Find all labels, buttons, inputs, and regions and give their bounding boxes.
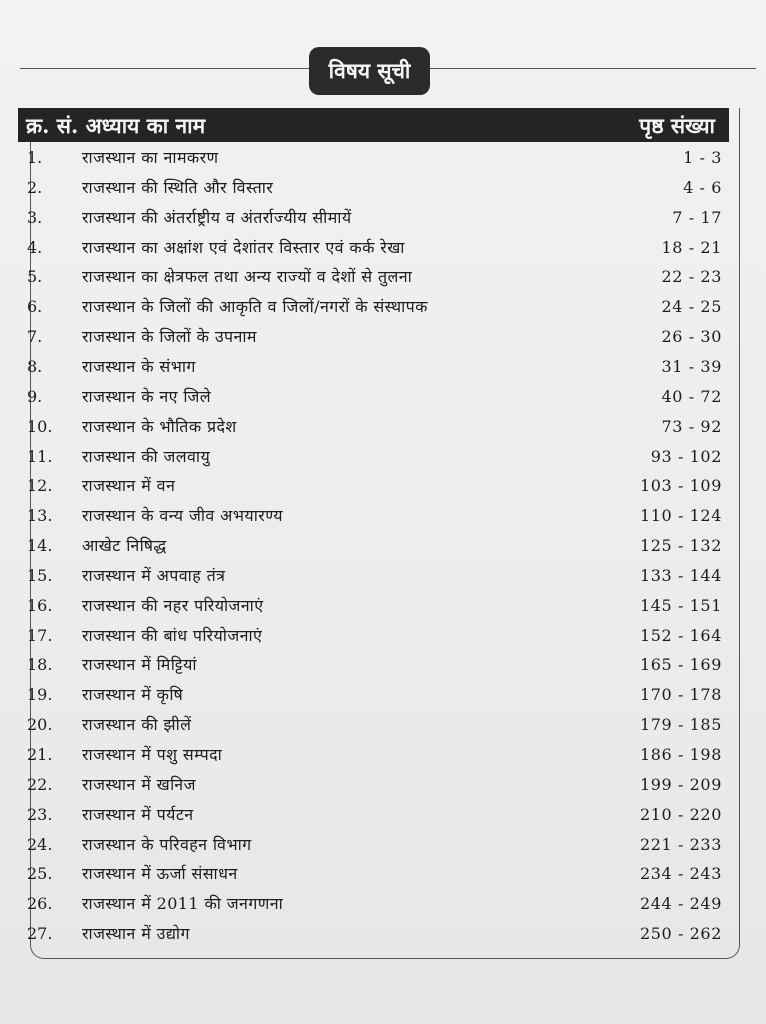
page-range: 7 - 17 xyxy=(672,207,722,227)
page-range: 24 - 25 xyxy=(661,297,722,317)
table-row xyxy=(0,830,766,860)
chapter-name: राजस्थान के परिवहन विभाग xyxy=(82,834,252,854)
chapter-number: 3. xyxy=(27,207,43,227)
chapter-number: 10. xyxy=(27,416,53,436)
page-range: 145 - 151 xyxy=(639,595,722,615)
chapter-name: राजस्थान की बांध परियोजनाएं xyxy=(82,625,263,645)
chapter-name: राजस्थान में पर्यटन xyxy=(82,804,194,824)
chapter-number: 14. xyxy=(27,536,53,556)
chapter-name: राजस्थान का क्षेत्रफल तथा अन्य राज्यों व देशों से तुलना xyxy=(82,267,413,287)
chapter-name: राजस्थान के जिलों के उपनाम xyxy=(82,327,257,347)
chapter-number: 24. xyxy=(27,834,53,854)
chapter-name: राजस्थान में 2011 की जनगणना xyxy=(82,894,284,914)
chapter-name: राजस्थान में खनिज xyxy=(82,774,196,794)
table-row xyxy=(0,471,766,501)
chapter-name: राजस्थान में अपवाह तंत्र xyxy=(82,565,226,585)
table-row xyxy=(0,621,766,651)
page-range: 165 - 169 xyxy=(639,655,722,675)
table-row xyxy=(0,561,766,591)
chapter-number: 7. xyxy=(27,327,43,347)
table-row xyxy=(0,710,766,740)
page-range: 31 - 39 xyxy=(661,356,722,376)
chapter-name: राजस्थान में ऊर्जा संसाधन xyxy=(82,864,238,884)
table-row xyxy=(0,650,766,680)
page-title: विषय सूची xyxy=(309,47,430,95)
chapter-name: राजस्थान में मिट्टियां xyxy=(82,655,197,675)
table-row xyxy=(0,412,766,442)
table-row xyxy=(0,740,766,770)
page-range: 186 - 198 xyxy=(639,745,722,764)
table-row xyxy=(0,382,766,412)
table-row xyxy=(0,352,766,382)
page-range: 73 - 92 xyxy=(661,416,722,436)
chapter-number: 20. xyxy=(27,715,53,735)
table-row xyxy=(0,442,766,472)
chapter-number: 19. xyxy=(27,685,53,705)
page-range: 221 - 233 xyxy=(639,834,722,854)
chapter-number: 26. xyxy=(27,894,53,914)
table-row xyxy=(0,889,766,919)
page-range: 93 - 102 xyxy=(650,446,722,466)
page-range: 22 - 23 xyxy=(661,267,722,287)
page-range: 170 - 178 xyxy=(639,685,722,705)
chapter-name: राजस्थान के जिलों की आकृति व जिलों/नगरों के संस्थापक xyxy=(82,297,428,317)
page-range: 18 - 21 xyxy=(661,237,722,257)
page-range: 152 - 164 xyxy=(639,625,722,645)
table-row xyxy=(0,680,766,710)
page-range: 244 - 249 xyxy=(639,894,722,914)
chapter-name: राजस्थान की स्थिति और विस्तार xyxy=(82,177,274,197)
page-range: 1 - 3 xyxy=(683,148,722,167)
table-row xyxy=(0,859,766,889)
chapter-number: 8. xyxy=(27,356,43,376)
chapter-number: 17. xyxy=(27,625,53,645)
chapter-name: राजस्थान का नामकरण xyxy=(82,148,219,167)
chapter-number: 23. xyxy=(27,804,53,824)
chapter-name: आखेट निषिद्ध xyxy=(82,536,167,556)
chapter-number: 12. xyxy=(27,476,53,496)
table-row xyxy=(0,800,766,830)
page-range: 250 - 262 xyxy=(639,924,722,944)
table-row xyxy=(0,233,766,263)
page-range: 210 - 220 xyxy=(639,804,722,824)
chapter-number: 25. xyxy=(27,864,53,884)
table-row xyxy=(0,591,766,621)
chapter-name: राजस्थान की झीलें xyxy=(82,715,192,735)
chapter-number: 11. xyxy=(27,446,53,466)
table-row xyxy=(0,919,766,949)
table-row xyxy=(0,203,766,233)
page-range: 179 - 185 xyxy=(639,715,722,735)
page-range: 103 - 109 xyxy=(639,476,722,496)
chapter-name: राजस्थान में वन xyxy=(82,476,176,496)
chapter-number: 2. xyxy=(27,177,43,197)
page-range: 234 - 243 xyxy=(639,864,722,884)
chapter-name: राजस्थान के वन्य जीव अभयारण्य xyxy=(82,506,283,526)
chapter-name: राजस्थान की जलवायु xyxy=(82,446,211,466)
page-range: 125 - 132 xyxy=(639,536,722,556)
page-range: 26 - 30 xyxy=(661,327,722,347)
page-range: 110 - 124 xyxy=(639,506,722,526)
table-row xyxy=(0,770,766,800)
chapter-number: 4. xyxy=(27,237,43,257)
chapter-name: राजस्थान में पशु सम्पदा xyxy=(82,745,223,764)
table-row xyxy=(0,531,766,561)
table-header xyxy=(18,108,729,142)
chapter-number: 18. xyxy=(27,655,53,675)
chapter-name: राजस्थान की अंतर्राष्ट्रीय व अंतर्राज्यीय सीमायें xyxy=(82,207,352,227)
chapter-name: राजस्थान के भौतिक प्रदेश xyxy=(82,416,237,436)
chapter-number: 13. xyxy=(27,506,53,526)
chapter-name: राजस्थान का अक्षांश एवं देशांतर विस्तार एवं कर्क रेखा xyxy=(82,237,405,257)
chapter-number: 16. xyxy=(27,595,53,615)
chapter-name: राजस्थान में उद्योग xyxy=(82,924,190,944)
page-range: 133 - 144 xyxy=(639,565,722,585)
table-row xyxy=(0,143,766,173)
chapter-name: राजस्थान के नए जिले xyxy=(82,386,212,406)
chapter-name: राजस्थान के संभाग xyxy=(82,356,196,376)
chapter-number: 21. xyxy=(27,745,53,764)
table-row xyxy=(0,322,766,352)
table-row xyxy=(0,262,766,292)
chapter-number: 6. xyxy=(27,297,43,317)
chapter-number: 22. xyxy=(27,774,53,794)
table-row xyxy=(0,292,766,322)
table-row xyxy=(0,173,766,203)
chapter-number: 1. xyxy=(27,148,43,167)
page-range: 4 - 6 xyxy=(683,177,722,197)
table-row xyxy=(0,501,766,531)
page-range: 199 - 209 xyxy=(639,774,722,794)
page-range: 40 - 72 xyxy=(661,386,722,406)
chapter-number: 27. xyxy=(27,924,53,944)
chapter-number: 5. xyxy=(27,267,43,287)
chapter-number: 9. xyxy=(27,386,43,406)
chapter-name: राजस्थान में कृषि xyxy=(82,685,184,705)
header-chapter-label: क्र. सं. अध्याय का नाम xyxy=(26,113,206,138)
chapter-number: 15. xyxy=(27,565,53,585)
header-page-label: पृष्ठ संख्या xyxy=(639,113,715,138)
chapter-name: राजस्थान की नहर परियोजनाएं xyxy=(82,595,264,615)
